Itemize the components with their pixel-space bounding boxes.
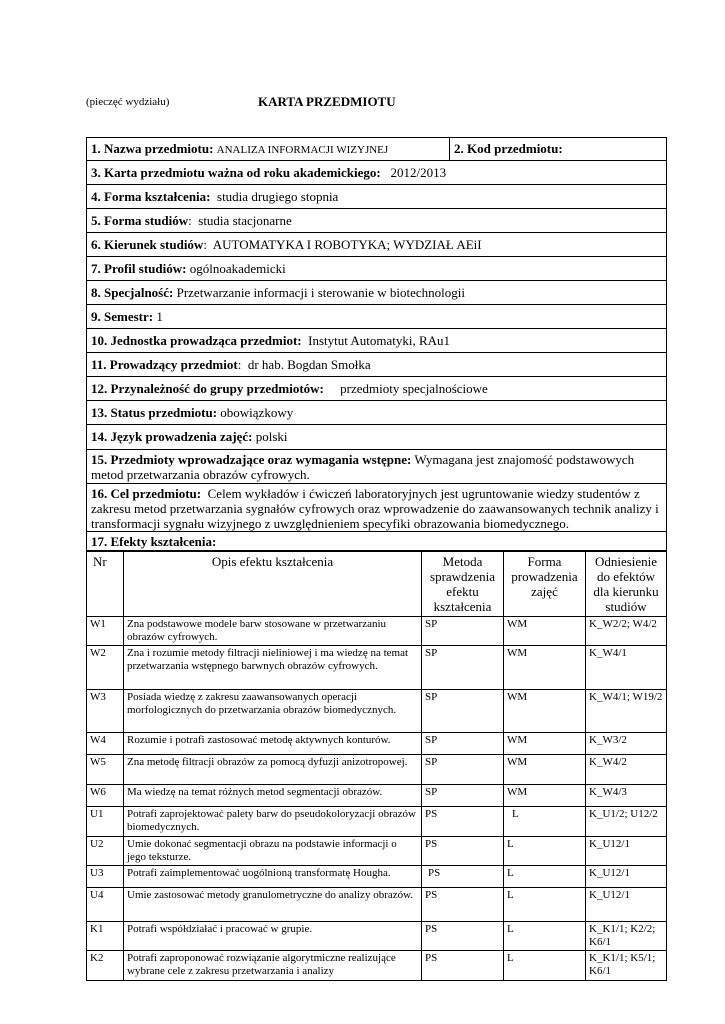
course-status-value: obowiązkowy — [220, 405, 294, 420]
prerequisites-value: Wymagana jest znajomość podstawowych metod przetwarzania obrazów cyfrowych. — [91, 452, 635, 482]
study-form-label: 5. Forma studiów — [91, 213, 189, 228]
field-row-3 — [87, 161, 666, 185]
row-description: Umie zastosować metody granulometryczne do analizy obrazów. — [124, 888, 422, 922]
course-name-cell — [87, 138, 450, 160]
row-reference: K_U12/1 — [586, 866, 667, 888]
row-method: SP — [422, 646, 504, 690]
row-description: Potrafi współdziałać i pracować w grupie. — [124, 922, 422, 951]
row-description: Potrafi zaproponować rozwiązanie algorytmiczne realizujące wybrane cele z zakresu przetwarzania i analizy — [124, 951, 422, 980]
header-nr: Nr — [87, 552, 124, 617]
course-group-label: 12. Przynależność do grupy przedmiotów: — [91, 381, 324, 396]
row-reference: K_W2/2; W4/2 — [586, 617, 667, 646]
prerequisites-label: 15. Przedmioty wprowadzające oraz wymagania wstępne: — [91, 452, 412, 467]
row-method: PS — [422, 951, 504, 980]
field-row-16 — [87, 484, 666, 532]
row-form: L — [504, 888, 586, 922]
row-form: WM — [504, 733, 586, 755]
row-nr: W5 — [87, 755, 124, 785]
row-reference: K_K1/1; K2/2; K6/1 — [586, 922, 667, 951]
field-row-17 — [87, 532, 666, 551]
row-form: WM — [504, 755, 586, 785]
row-form: WM — [504, 617, 586, 646]
table-row — [87, 837, 666, 866]
row-nr: W6 — [87, 785, 124, 807]
specialty-value: Przetwarzanie informacji i sterowanie w biotechnologii — [176, 285, 466, 300]
table-row — [87, 951, 666, 980]
row-method: PS — [422, 888, 504, 922]
field-row-14 — [87, 425, 666, 450]
row-form: WM — [504, 785, 586, 807]
row-nr: W2 — [87, 646, 124, 690]
course-code-label: 2. Kod przedmiotu: — [454, 141, 563, 156]
row-description: Rozumie i potrafi zastosować metodę aktywnych konturów. — [124, 733, 422, 755]
lecturer-label: 11. Prowadzący przedmiot — [91, 357, 238, 372]
course-goal-label: 16. Cel przedmiotu: — [91, 486, 202, 501]
header-form: Forma prowadzenia zajęć — [504, 552, 586, 617]
row-form: WM — [504, 690, 586, 733]
field-row-15 — [87, 450, 666, 484]
learning-outcomes-label: 17. Efekty kształcenia: — [91, 534, 217, 549]
row-description: Potrafi zaprojektować palety barw do pseudokoloryzacji obrazów biomedycznych. — [124, 807, 422, 837]
row-reference: K_W3/2 — [586, 733, 667, 755]
row-reference: K_W4/3 — [586, 785, 667, 807]
table-row — [87, 785, 666, 807]
row-method: PS — [422, 922, 504, 951]
valid-year-value: 2012/2013 — [390, 165, 447, 180]
table-row — [87, 733, 666, 755]
course-code-cell — [450, 138, 666, 160]
field-row-5: 5. Forma studiów: studia stacjonarne — [87, 209, 666, 233]
field-row-13 — [87, 401, 666, 425]
row-method: SP — [422, 755, 504, 785]
field-row-12 — [87, 377, 666, 401]
course-group-value: przedmioty specjalnościowe — [340, 381, 488, 396]
row-reference: K_U1/2; U12/2 — [586, 807, 667, 837]
row-method: PS — [422, 837, 504, 866]
row-reference: K_W4/1 — [586, 646, 667, 690]
field-of-study-value: AUTOMATYKA I ROBOTYKA; WYDZIAŁ AEiI — [212, 237, 482, 252]
unit-value: Instytut Automatyki, RAu1 — [308, 333, 451, 348]
row-method: PS — [422, 807, 504, 837]
specialty-label: 8. Specjalność: — [91, 285, 174, 300]
row-method: SP — [422, 617, 504, 646]
course-card-table — [86, 137, 667, 981]
field-of-study-label: 6. Kierunek studiów — [91, 237, 204, 252]
semester-label: 9. Semestr: — [91, 309, 154, 324]
row-form: L — [504, 837, 586, 866]
valid-year-label: 3. Karta przedmiotu ważna od roku akademickiego: — [91, 165, 381, 180]
faculty-stamp-label: (pieczęć wydziału) — [86, 96, 170, 108]
field-row-1-2 — [87, 138, 666, 161]
table-row — [87, 646, 666, 690]
course-name-label: 1. Nazwa przedmiotu: — [91, 141, 214, 156]
language-value: polski — [255, 429, 288, 444]
row-reference: K_U12/1 — [586, 888, 667, 922]
table-row — [87, 866, 666, 888]
row-description: Zna podstawowe modele barw stosowane w przetwarzaniu obrazów cyfrowych. — [124, 617, 422, 646]
row-description: Potrafi zaimplementować uogólnioną transformatę Hougha. — [124, 866, 422, 888]
header-method: Metoda sprawdzenia efektu kształcenia — [422, 552, 504, 617]
table-row — [87, 922, 666, 951]
education-form-label: 4. Forma kształcenia: — [91, 189, 211, 204]
row-form: L — [504, 922, 586, 951]
row-description: Zna metodę filtracji obrazów za pomocą dyfuzji anizotropowej. — [124, 755, 422, 785]
learning-outcomes-table — [87, 551, 666, 980]
field-row-10 — [87, 329, 666, 353]
row-description: Ma wiedzę na temat różnych metod segmentacji obrazów. — [124, 785, 422, 807]
row-description: Posiada wiedzę z zakresu zaawansowanych operacji morfologicznych do przetwarzania obrazów biomedycznych. — [124, 690, 422, 733]
row-description: Zna i rozumie metody filtracji nieliniowej i ma wiedzę na temat przetwarzania wstępnego barwnych obrazów cyfrowych. — [124, 646, 422, 690]
row-nr: U3 — [87, 866, 124, 888]
study-profile-label: 7. Profil studiów: — [91, 261, 187, 276]
table-row — [87, 755, 666, 785]
row-nr: K1 — [87, 922, 124, 951]
row-nr: W1 — [87, 617, 124, 646]
study-profile-value: ogólnoakademicki — [189, 261, 286, 276]
row-form: WM — [504, 646, 586, 690]
row-reference: K_W4/1; W19/2 — [586, 690, 667, 733]
row-nr: U4 — [87, 888, 124, 922]
row-method: SP — [422, 785, 504, 807]
table-header-row — [87, 552, 666, 617]
field-row-6: 6. Kierunek studiów: AUTOMATYKA I ROBOTYKA; WYDZIAŁ AEiI — [87, 233, 666, 257]
table-row — [87, 690, 666, 733]
language-label: 14. Język prowadzenia zajęć: — [91, 429, 253, 444]
row-nr: U2 — [87, 837, 124, 866]
lecturer-value: dr hab. Bogdan Smołka — [247, 357, 371, 372]
row-form: L — [504, 866, 586, 888]
unit-label: 10. Jednostka prowadząca przedmiot: — [91, 333, 302, 348]
header-reference: Odniesienie do efektów dla kierunku studiów — [586, 552, 667, 617]
row-description: Umie dokonać segmentacji obrazu na podstawie informacji o jego teksturze. — [124, 837, 422, 866]
row-nr: W3 — [87, 690, 124, 733]
row-reference: K_U12/1 — [586, 837, 667, 866]
row-form: L — [504, 951, 586, 980]
row-nr: W4 — [87, 733, 124, 755]
document-title: KARTA PRZEDMIOTU — [258, 94, 396, 109]
table-row — [87, 807, 666, 837]
course-name-value: ANALIZA INFORMACJI WIZYJNEJ — [216, 144, 389, 156]
row-method: SP — [422, 690, 504, 733]
table-row — [87, 888, 666, 922]
course-status-label: 13. Status przedmiotu: — [91, 405, 218, 420]
row-method: SP — [422, 733, 504, 755]
course-goal-value: Celem wykładów i ćwiczeń laboratoryjnych jest ugruntowanie wiedzy studentów z zakresu metod przetwarzania sygnałów cyfrowych oraz wprowadzenie do zaawansowanych technik analizy i transformacji sygnału wizyjnego z uwzględnieniem specyfiki obrazowania biomedycznego. — [91, 486, 659, 531]
row-nr: K2 — [87, 951, 124, 980]
row-form: L — [504, 807, 586, 837]
education-form-value: studia drugiego stopnia — [217, 189, 339, 204]
field-row-8 — [87, 281, 666, 305]
field-row-11: 11. Prowadzący przedmiot: dr hab. Bogdan Smołka — [87, 353, 666, 377]
row-method: PS — [422, 866, 504, 888]
field-row-9 — [87, 305, 666, 329]
study-form-value: studia stacjonarne — [198, 213, 292, 228]
table-row — [87, 617, 666, 646]
field-row-4 — [87, 185, 666, 209]
row-reference: K_W4/2 — [586, 755, 667, 785]
semester-value: 1 — [156, 309, 163, 324]
header-description: Opis efektu kształcenia — [124, 552, 422, 617]
row-nr: U1 — [87, 807, 124, 837]
row-reference: K_K1/1; K5/1; K6/1 — [586, 951, 667, 980]
field-row-7 — [87, 257, 666, 281]
